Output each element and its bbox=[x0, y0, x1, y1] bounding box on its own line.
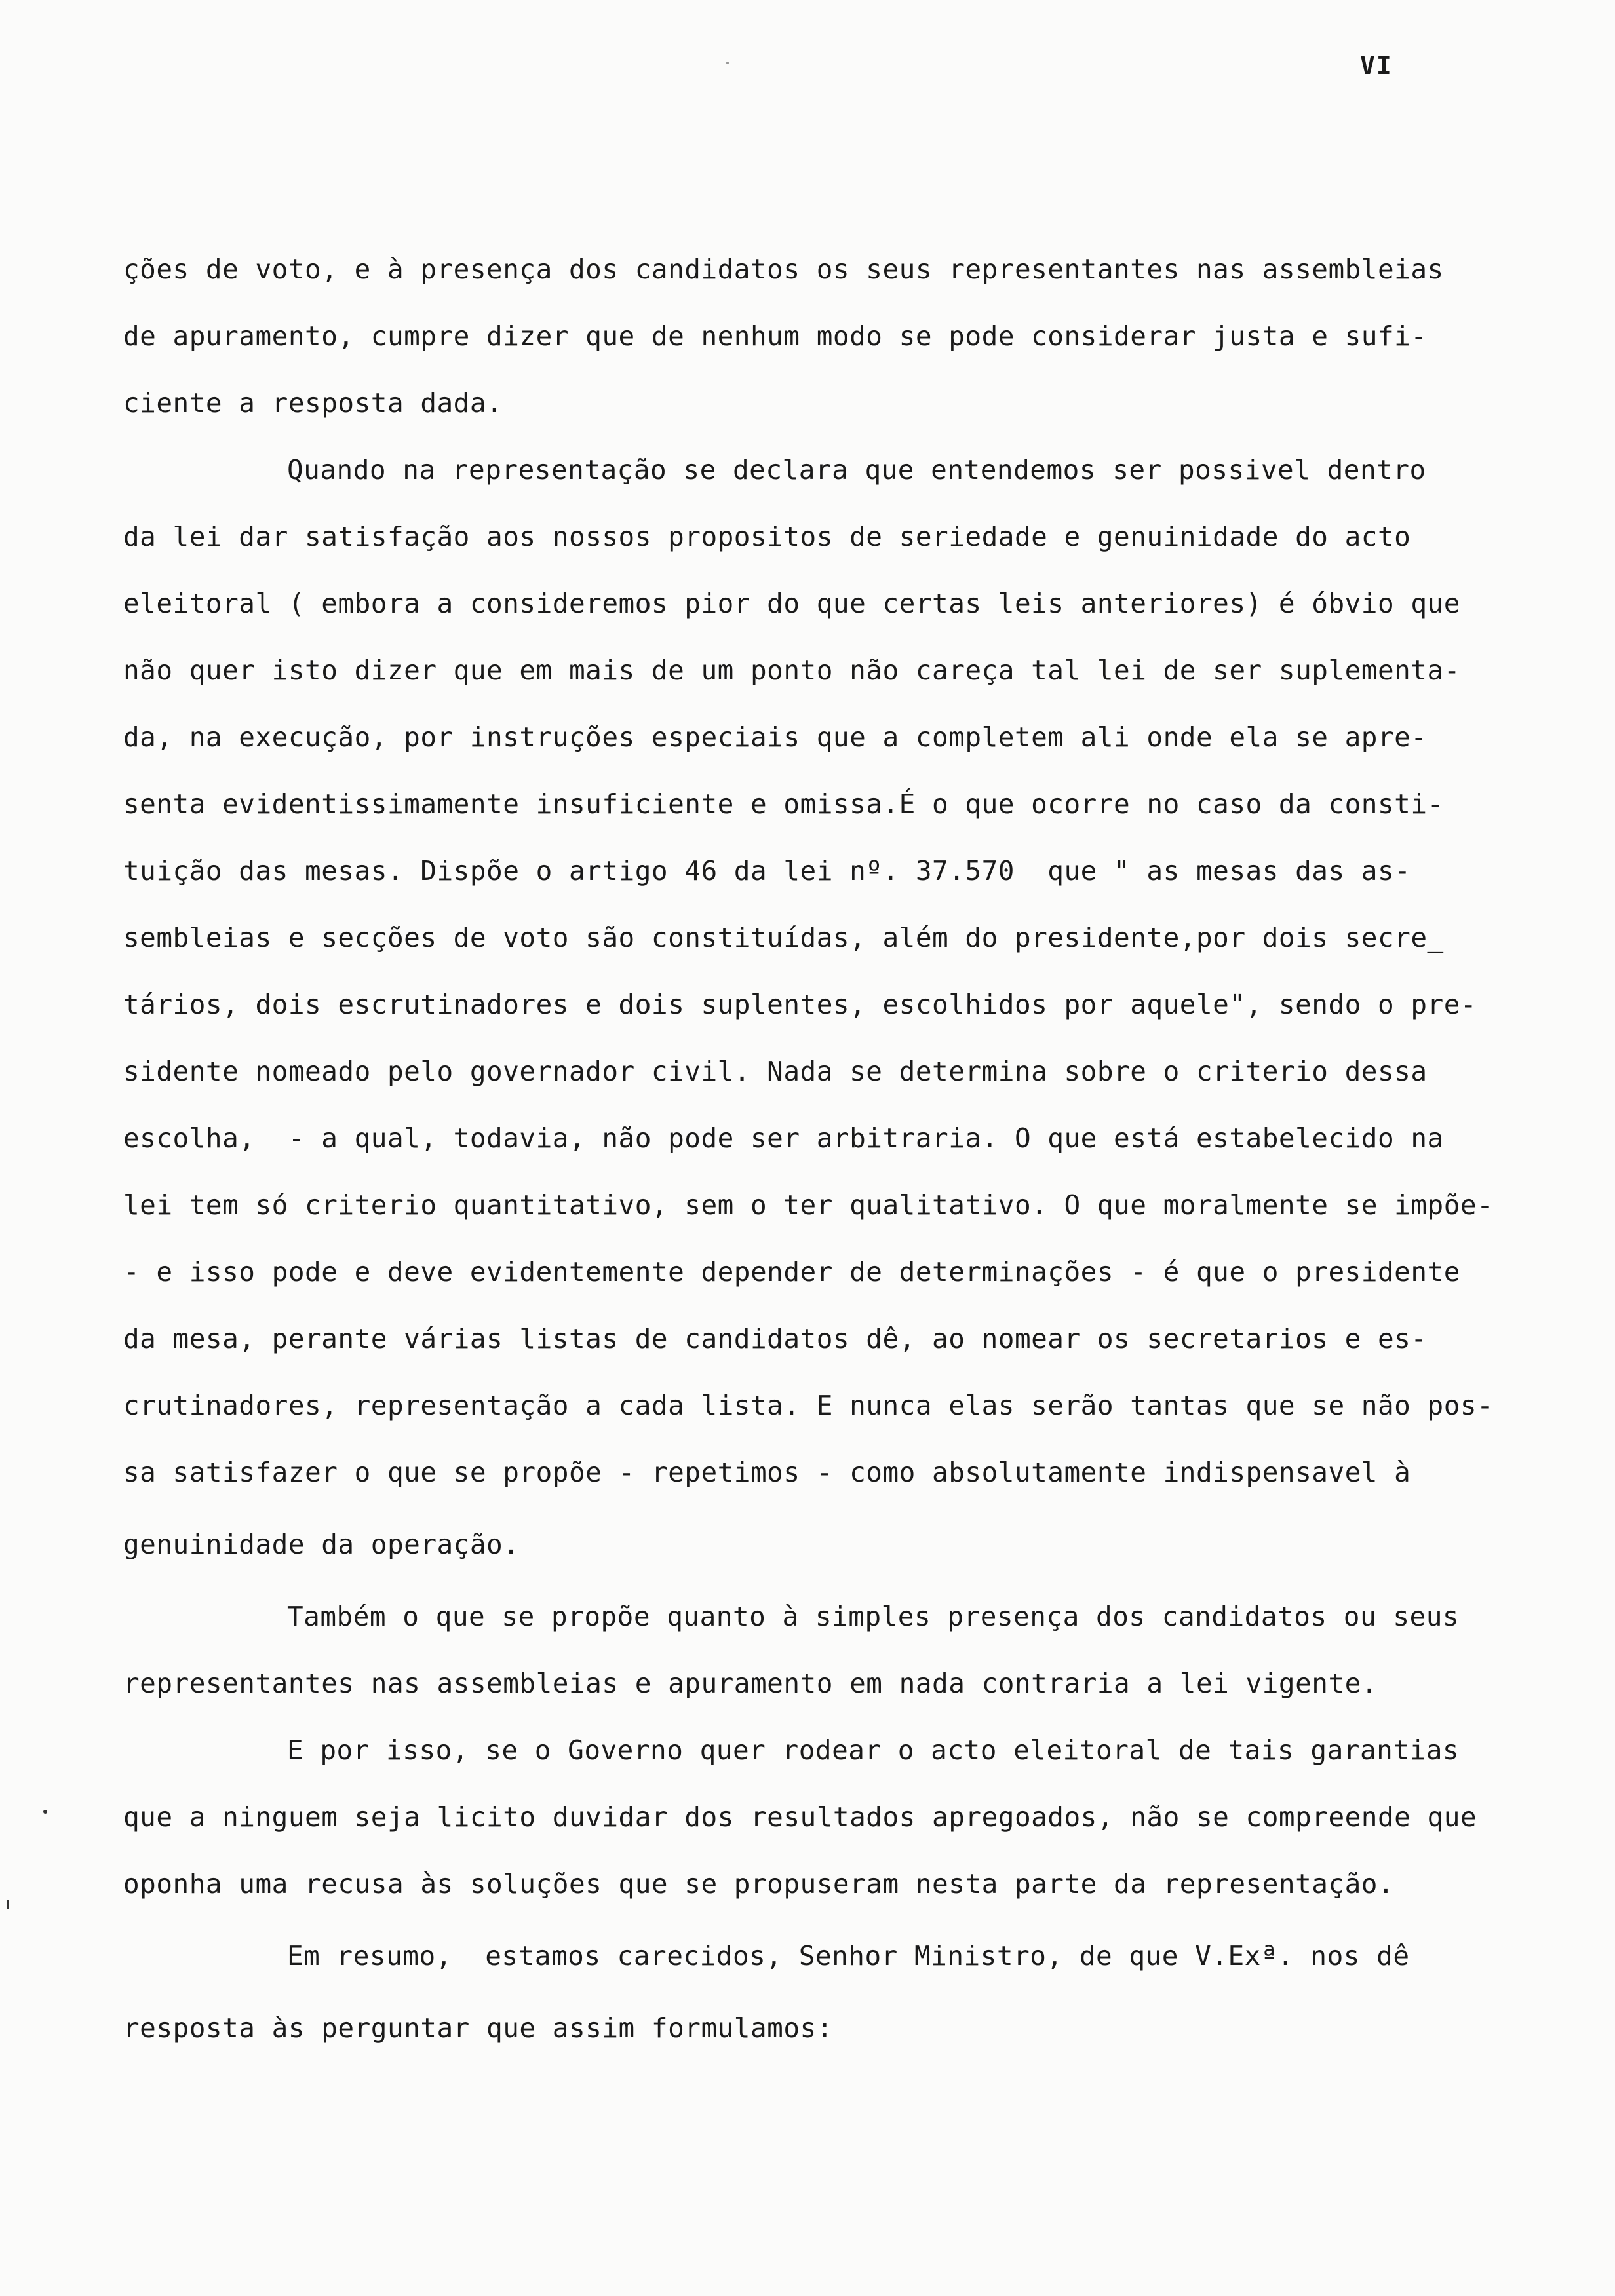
scan-speck bbox=[43, 1810, 47, 1814]
paragraph-start-line: E por isso, se o Governo quer rodear o acto eleitoral de tais garantias bbox=[287, 1734, 1460, 1766]
text-line: de apuramento, cumpre dizer que de nenhum modo se pode considerar justa e sufi- bbox=[123, 320, 1428, 352]
text-line: oponha uma recusa às soluções que se propuseram nesta parte da representação. bbox=[123, 1868, 1395, 1900]
text-line: - e isso pode e deve evidentemente depender de determinações - é que o presidente bbox=[123, 1256, 1460, 1288]
text-line: representantes nas assembleias e apuramento em nada contraria a lei vigente. bbox=[123, 1668, 1378, 1699]
text-line: sidente nomeado pelo governador civil. Nada se determina sobre o criterio dessa bbox=[123, 1056, 1428, 1087]
text-line: não quer isto dizer que em mais de um ponto não careça tal lei de ser suplementa- bbox=[123, 655, 1460, 686]
body-text bbox=[123, 236, 1513, 2061]
text-line: tuição das mesas. Dispõe o artigo 46 da lei nº. 37.570 que " as mesas das as- bbox=[123, 855, 1411, 887]
text-line: resposta às perguntar que assim formulamos: bbox=[123, 2012, 833, 2044]
paragraph-start-line: Quando na representação se declara que entendemos ser possivel dentro bbox=[287, 454, 1426, 486]
text-line: tários, dois escrutinadores e dois suplentes, escolhidos por aquele", sendo o pre- bbox=[123, 989, 1477, 1020]
paragraph-start-line: Também o que se propõe quanto à simples presença dos candidatos ou seus bbox=[287, 1601, 1460, 1632]
text-line: sembleias e secções de voto são constituídas, além do presidente,por dois secre_ bbox=[123, 922, 1444, 953]
text-line: da mesa, perante várias listas de candidatos dê, ao nomear os secretarios e es- bbox=[123, 1323, 1428, 1354]
scan-speck bbox=[7, 1900, 9, 1909]
text-line: eleitoral ( embora a consideremos pior do que certas leis anteriores) é óbvio que bbox=[123, 588, 1460, 619]
scan-speck bbox=[726, 62, 729, 64]
paragraph-start-line: Em resumo, estamos carecidos, Senhor Ministro, de que V.Exª. nos dê bbox=[287, 1940, 1410, 1972]
page-number: VI bbox=[1360, 51, 1393, 80]
text-line: escolha, - a qual, todavia, não pode ser arbitraria. O que está estabelecido na bbox=[123, 1122, 1444, 1154]
text-line: ções de voto, e à presença dos candidatos os seus representantes nas assembleias bbox=[123, 254, 1444, 285]
text-line: lei tem só criterio quantitativo, sem o ter qualitativo. O que moralmente se impõe- bbox=[123, 1189, 1494, 1221]
text-line: genuinidade da operação. bbox=[123, 1529, 520, 1560]
text-line: crutinadores, representação a cada lista. E nunca elas serão tantas que se não pos- bbox=[123, 1390, 1494, 1421]
text-line: senta evidentissimamente insuficiente e omissa.É o que ocorre no caso da consti- bbox=[123, 788, 1444, 820]
text-line: da lei dar satisfação aos nossos propositos de seriedade e genuinidade do acto bbox=[123, 521, 1411, 552]
text-line: sa satisfazer o que se propõe - repetimos - como absolutamente indispensavel à bbox=[123, 1457, 1411, 1488]
text-line: que a ninguem seja licito duvidar dos resultados apregoados, não se compreende que bbox=[123, 1801, 1477, 1833]
text-line: da, na execução, por instruções especiais que a completem ali onde ela se apre- bbox=[123, 721, 1428, 753]
text-line: ciente a resposta dada. bbox=[123, 387, 503, 419]
